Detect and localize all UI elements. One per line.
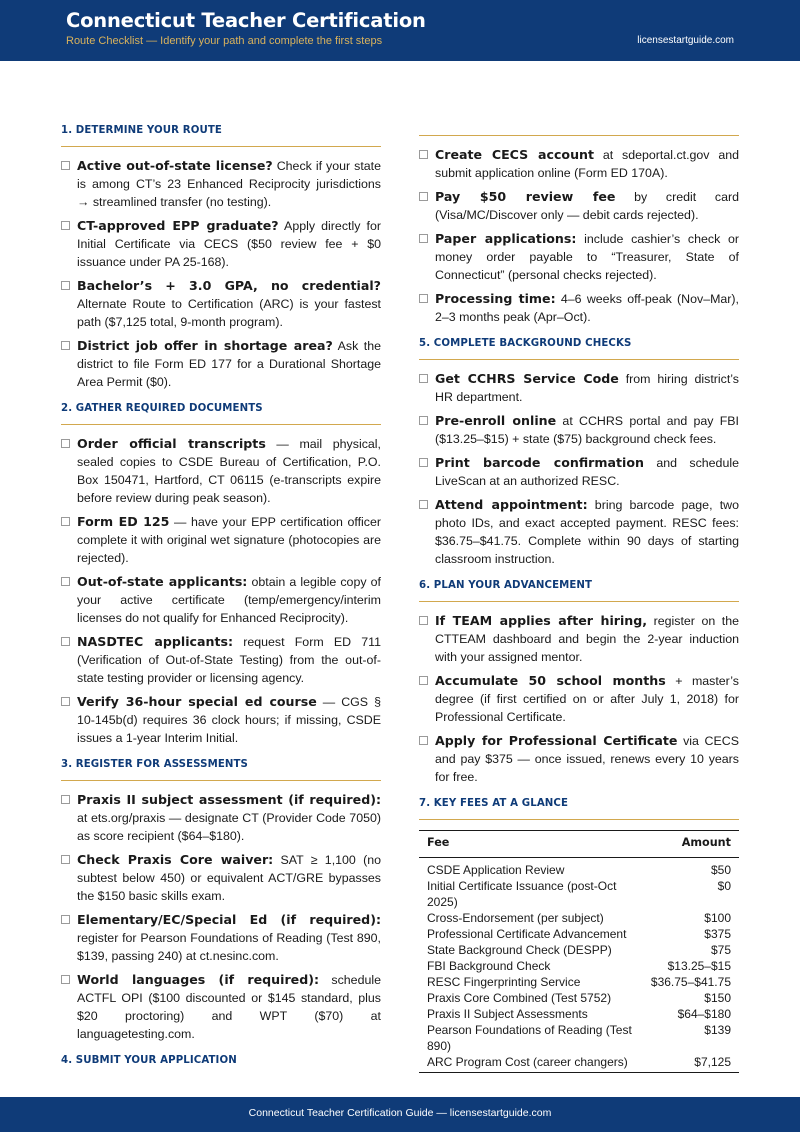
table-row bbox=[419, 1054, 739, 1073]
section-title: 5. COMPLETE BACKGROUND CHECKS bbox=[419, 338, 739, 360]
section-title: 6. PLAN YOUR ADVANCEMENT bbox=[419, 580, 739, 602]
checklist-item-text bbox=[435, 732, 739, 786]
page-subtitle: Route Checklist — Identify your path and complete the first steps bbox=[66, 35, 383, 47]
checklist-item-text bbox=[77, 513, 381, 567]
checklist-item bbox=[419, 732, 739, 786]
checkbox[interactable] bbox=[419, 192, 428, 201]
checklist-item-heading: Print barcode confirmation bbox=[435, 455, 644, 470]
checklist-item bbox=[61, 573, 381, 627]
section-gather-documents bbox=[61, 403, 381, 747]
checklist-item-heading: Attend appointment: bbox=[435, 497, 588, 512]
checklist-item-detail: include cashier’s check or money order payable to “Treasurer, State of Connecticut” (personal checks rejected). bbox=[435, 232, 739, 282]
checkbox[interactable] bbox=[61, 855, 70, 864]
checklist-item-text bbox=[77, 157, 381, 211]
checklist-item-text bbox=[77, 851, 381, 905]
checkbox[interactable] bbox=[419, 416, 428, 425]
checklist-item-heading: NASDTEC applicants: bbox=[77, 634, 234, 649]
checklist-item bbox=[61, 633, 381, 687]
fee-amount-cell: $36.75–$41.75 bbox=[650, 975, 731, 989]
fee-name-cell: Initial Certificate Issuance (post-Oct 2025) bbox=[427, 879, 617, 909]
checklist-item-heading: Praxis II subject assessment (if required): bbox=[77, 792, 381, 807]
checklist-item-heading: Apply for Professional Certificate bbox=[435, 733, 678, 748]
checklist-item bbox=[61, 217, 381, 271]
checklist-item-heading: Pre-enroll online bbox=[435, 413, 557, 428]
checklist-item bbox=[61, 851, 381, 905]
fee-amount-cell: $7,125 bbox=[643, 1054, 739, 1073]
page-footer bbox=[0, 1097, 800, 1132]
section-title: 3. REGISTER FOR ASSESSMENTS bbox=[61, 759, 381, 781]
checklist-item bbox=[61, 157, 381, 211]
checkbox[interactable] bbox=[61, 637, 70, 646]
checkbox[interactable] bbox=[419, 736, 428, 745]
checklist-item-heading: Elementary/EC/Special Ed (if required): bbox=[77, 912, 381, 927]
checklist-item-text bbox=[77, 633, 381, 687]
fee-amount-cell: $139 bbox=[704, 1023, 731, 1037]
checklist-item-text bbox=[435, 412, 739, 448]
table-row bbox=[419, 958, 739, 974]
checklist-item-heading: Create CECS account bbox=[435, 147, 595, 162]
checklist-item-detail: register for Pearson Foundations of Reading (Test 890, $139, passing 240) at ct.nesinc.com. bbox=[77, 931, 381, 963]
checklist-item-detail: + master’s degree (if first certified on or after July 1, 2018) for Professional Certificate. bbox=[435, 674, 739, 724]
checklist-item-detail: Check if your state is among CT’s 23 Enhanced Reciprocity jurisdictions → streamlined transfer (no testing). bbox=[77, 159, 381, 209]
checklist-item-detail: Apply directly for Initial Certificate via CECS ($50 review fee + $0 issuance under PA 25-168). bbox=[77, 219, 381, 269]
checklist-item bbox=[419, 412, 739, 448]
checklist-item-detail: SAT ≥ 1,100 (no subtest below 450) or equivalent ACT/GRE bypasses the $150 basic skills exam. bbox=[77, 853, 381, 903]
checklist-item-text bbox=[77, 217, 381, 271]
table-row bbox=[419, 974, 739, 990]
fee-name-cell: RESC Fingerprinting Service bbox=[427, 975, 581, 989]
checklist-item-detail: Ask the district to file Form ED 177 for a Durational Shortage Area Permit ($0). bbox=[77, 339, 381, 389]
section-divider bbox=[419, 135, 739, 136]
section-key-fees bbox=[419, 798, 739, 1073]
checklist-item bbox=[61, 513, 381, 567]
fees-table-body bbox=[419, 858, 739, 1073]
checklist-item bbox=[61, 337, 381, 391]
checklist-item-text bbox=[435, 496, 739, 568]
checkbox[interactable] bbox=[419, 616, 428, 625]
table-header-row bbox=[419, 831, 739, 858]
table-row bbox=[419, 878, 739, 910]
checklist-item-text bbox=[77, 911, 381, 965]
checklist-item bbox=[419, 454, 739, 490]
checklist-item-text bbox=[77, 791, 381, 845]
checklist-item-text bbox=[435, 230, 739, 284]
checklist-item-heading: Form ED 125 bbox=[77, 514, 170, 529]
checklist-item-detail: by credit card (Visa/MC/Discover only — debit cards rejected). bbox=[435, 190, 739, 222]
checklist-item-text bbox=[435, 290, 739, 326]
left-column bbox=[61, 125, 381, 1086]
checkbox[interactable] bbox=[419, 458, 428, 467]
checkbox[interactable] bbox=[61, 697, 70, 706]
fee-name-cell: Pearson Foundations of Reading (Test 890) bbox=[427, 1023, 632, 1053]
checkbox[interactable] bbox=[61, 517, 70, 526]
checkbox[interactable] bbox=[419, 500, 428, 509]
table-row bbox=[419, 1006, 739, 1022]
checklist-item-heading: Pay $50 review fee bbox=[435, 189, 616, 204]
checklist-item-text bbox=[77, 693, 381, 747]
checkbox[interactable] bbox=[61, 795, 70, 804]
section-background-checks bbox=[419, 338, 739, 568]
page-title: Connecticut Teacher Certification bbox=[66, 9, 426, 32]
checklist-item bbox=[61, 971, 381, 1043]
checklist-item bbox=[419, 496, 739, 568]
column-header-amount: Amount bbox=[643, 831, 739, 858]
table-row bbox=[419, 990, 739, 1006]
checklist bbox=[419, 370, 739, 568]
fee-name-cell: FBI Background Check bbox=[427, 959, 551, 973]
site-url: licensestartguide.com bbox=[637, 35, 734, 46]
checklist-item-detail: at sdeportal.ct.gov and submit application online (Form ED 170A). bbox=[435, 148, 740, 180]
checkbox[interactable] bbox=[419, 294, 428, 303]
checklist-item-text bbox=[435, 188, 739, 224]
fee-name-cell: Praxis II Subject Assessments bbox=[427, 1007, 588, 1021]
checklist-item-detail: request Form ED 711 (Verification of Out-of-State Testing) from the out-of-state testing provider or licensing agency. bbox=[77, 635, 381, 685]
section-title: 2. GATHER REQUIRED DOCUMENTS bbox=[61, 403, 381, 425]
checklist-item-heading: Active out-of-state license? bbox=[77, 158, 273, 173]
footer-text: Connecticut Teacher Certification Guide — licensestartguide.com bbox=[248, 1107, 552, 1119]
checklist-item-detail: via CECS and pay $375 — once issued, renews every 10 years for free. bbox=[435, 734, 739, 784]
table-row bbox=[419, 858, 739, 879]
fee-name-cell: ARC Program Cost (career changers) bbox=[419, 1054, 643, 1073]
checklist-item-heading: Get CCHRS Service Code bbox=[435, 371, 619, 386]
checklist-item bbox=[419, 230, 739, 284]
checkbox[interactable] bbox=[419, 150, 428, 159]
fee-name-cell: CSDE Application Review bbox=[427, 863, 565, 877]
checklist bbox=[419, 612, 739, 786]
checklist-item-detail: bring barcode page, two photo IDs, and exact accepted payment. RESC fees: $36.75–$41.75. Complete within 90 days of starting classroom instruction. bbox=[435, 498, 739, 566]
page-header bbox=[0, 0, 800, 61]
checklist-item-heading: Bachelor’s + 3.0 GPA, no credential? bbox=[77, 278, 381, 293]
fee-amount-cell: $150 bbox=[704, 991, 731, 1005]
checklist bbox=[61, 157, 381, 391]
checkbox[interactable] bbox=[61, 975, 70, 984]
checklist-item-heading: If TEAM applies after hiring, bbox=[435, 613, 648, 628]
checklist-item bbox=[419, 672, 739, 726]
fee-amount-cell: $64–$180 bbox=[677, 1007, 731, 1021]
checklist-item bbox=[61, 435, 381, 507]
checklist-item-detail: — have your EPP certification officer complete it with original wet signature (photocopies are rejected). bbox=[77, 515, 381, 565]
checklist-item bbox=[419, 612, 739, 666]
checklist-item bbox=[61, 277, 381, 331]
checklist-item-text bbox=[77, 573, 381, 627]
checklist-item bbox=[419, 290, 739, 326]
checklist-item-text bbox=[77, 277, 381, 331]
checklist-item-heading: Order official transcripts bbox=[77, 436, 266, 451]
checklist-item-text bbox=[435, 370, 739, 406]
section-plan-advancement bbox=[419, 580, 739, 786]
section-submit-application bbox=[419, 135, 739, 326]
checklist-item-heading: World languages (if required): bbox=[77, 972, 320, 987]
checklist-item-detail: at CCHRS portal and pay FBI ($13.25–$15) + state ($75) background check fees. bbox=[435, 414, 740, 446]
table-row bbox=[419, 926, 739, 942]
checkbox[interactable] bbox=[419, 234, 428, 243]
checkbox[interactable] bbox=[61, 281, 70, 290]
checklist-item-detail: 4–6 weeks off-peak (Nov–Mar), 2–3 months peak (Apr–Oct). bbox=[435, 292, 739, 324]
fee-name-cell: State Background Check (DESPP) bbox=[427, 943, 612, 957]
checklist-item-heading: CT-approved EPP graduate? bbox=[77, 218, 279, 233]
checklist-item bbox=[61, 693, 381, 747]
fee-amount-cell: $75 bbox=[710, 943, 731, 957]
fee-amount-cell: $100 bbox=[704, 911, 731, 925]
checklist-item-detail: from hiring district’s HR department. bbox=[435, 372, 739, 404]
table-row bbox=[419, 1022, 739, 1054]
checklist-item-heading: Accumulate 50 school months bbox=[435, 673, 666, 688]
checklist-item-text bbox=[77, 435, 381, 507]
checkbox[interactable] bbox=[61, 341, 70, 350]
table-row bbox=[419, 910, 739, 926]
checklist-item-heading: District job offer in shortage area? bbox=[77, 338, 333, 353]
checklist-item-text bbox=[435, 146, 739, 182]
checklist-item bbox=[61, 911, 381, 965]
checklist-item-detail: — CGS § 10-145b(d) requires 36 clock hours; if missing, CSDE issues a 1-year Interim Initial. bbox=[77, 695, 381, 745]
fee-name-cell: Praxis Core Combined (Test 5752) bbox=[427, 991, 612, 1005]
fee-amount-cell: $0 bbox=[717, 879, 731, 893]
checklist-item bbox=[419, 370, 739, 406]
checklist-item bbox=[419, 146, 739, 182]
checklist-item-text bbox=[435, 612, 739, 666]
checklist-item bbox=[419, 188, 739, 224]
checklist-item-heading: Processing time: bbox=[435, 291, 556, 306]
checklist-item-text bbox=[435, 672, 739, 726]
checklist-item-detail: schedule ACTFL OPI ($100 discounted or $145 standard, plus $20 proctoring) and WPT ($70) at languagetesting.com. bbox=[77, 973, 381, 1041]
checklist-item-detail: obtain a legible copy of your active certificate (temp/emergency/interim licenses do not qualify for Enhanced Reciprocity). bbox=[77, 575, 381, 625]
checklist-item-detail: register on the CTTEAM dashboard and begin the 2-year induction with your assigned mentor. bbox=[435, 614, 740, 664]
checkbox[interactable] bbox=[61, 161, 70, 170]
checklist-item-heading: Check Praxis Core waiver: bbox=[77, 852, 274, 867]
section-title: 7. KEY FEES AT A GLANCE bbox=[419, 798, 739, 820]
checklist-item-heading: Paper applications: bbox=[435, 231, 577, 246]
table-row bbox=[419, 942, 739, 958]
fee-name-cell: Professional Certificate Advancement bbox=[427, 927, 627, 941]
checklist-item bbox=[61, 791, 381, 845]
checklist bbox=[419, 146, 739, 326]
fee-name-cell: Cross-Endorsement (per subject) bbox=[427, 911, 604, 925]
checklist-item-detail: Alternate Route to Certification (ARC) is your fastest path ($7,125 total, 9-month program). bbox=[77, 297, 381, 329]
checklist bbox=[61, 791, 381, 1043]
checklist-item-detail: and schedule LiveScan at an authorized RESC. bbox=[435, 456, 739, 488]
section-register-assessments bbox=[61, 759, 381, 1043]
checklist-item-detail: at ets.org/praxis — designate CT (Provider Code 7050) as score recipient ($64–$180). bbox=[77, 811, 381, 843]
section-title-submit-application: 4. SUBMIT YOUR APPLICATION bbox=[61, 1055, 237, 1066]
checklist-item-heading: Verify 36-hour special ed course bbox=[77, 694, 317, 709]
checklist-item-text bbox=[77, 971, 381, 1043]
column-header-fee: Fee bbox=[419, 831, 643, 858]
section-determine-route bbox=[61, 125, 381, 391]
section-title: 1. DETERMINE YOUR ROUTE bbox=[61, 125, 381, 147]
fee-amount-cell: $50 bbox=[710, 863, 731, 877]
checklist-item-text bbox=[77, 337, 381, 391]
checkbox[interactable] bbox=[61, 221, 70, 230]
checklist bbox=[61, 435, 381, 747]
checkbox[interactable] bbox=[419, 374, 428, 383]
checklist-item-heading: Out-of-state applicants: bbox=[77, 574, 248, 589]
right-column bbox=[419, 120, 739, 1073]
checklist-item-text bbox=[435, 454, 739, 490]
checkbox[interactable] bbox=[61, 439, 70, 448]
fees-table bbox=[419, 830, 739, 1073]
checklist-item-detail: — mail physical, sealed copies to CSDE Bureau of Certification, P.O. Box 150471, Hartford, CT 06115 (e-transcripts expire before review during peak season). bbox=[77, 437, 381, 505]
checkbox[interactable] bbox=[61, 915, 70, 924]
fee-amount-cell: $13.25–$15 bbox=[667, 959, 731, 973]
checkbox[interactable] bbox=[419, 676, 428, 685]
fee-amount-cell: $375 bbox=[704, 927, 731, 941]
checkbox[interactable] bbox=[61, 577, 70, 586]
